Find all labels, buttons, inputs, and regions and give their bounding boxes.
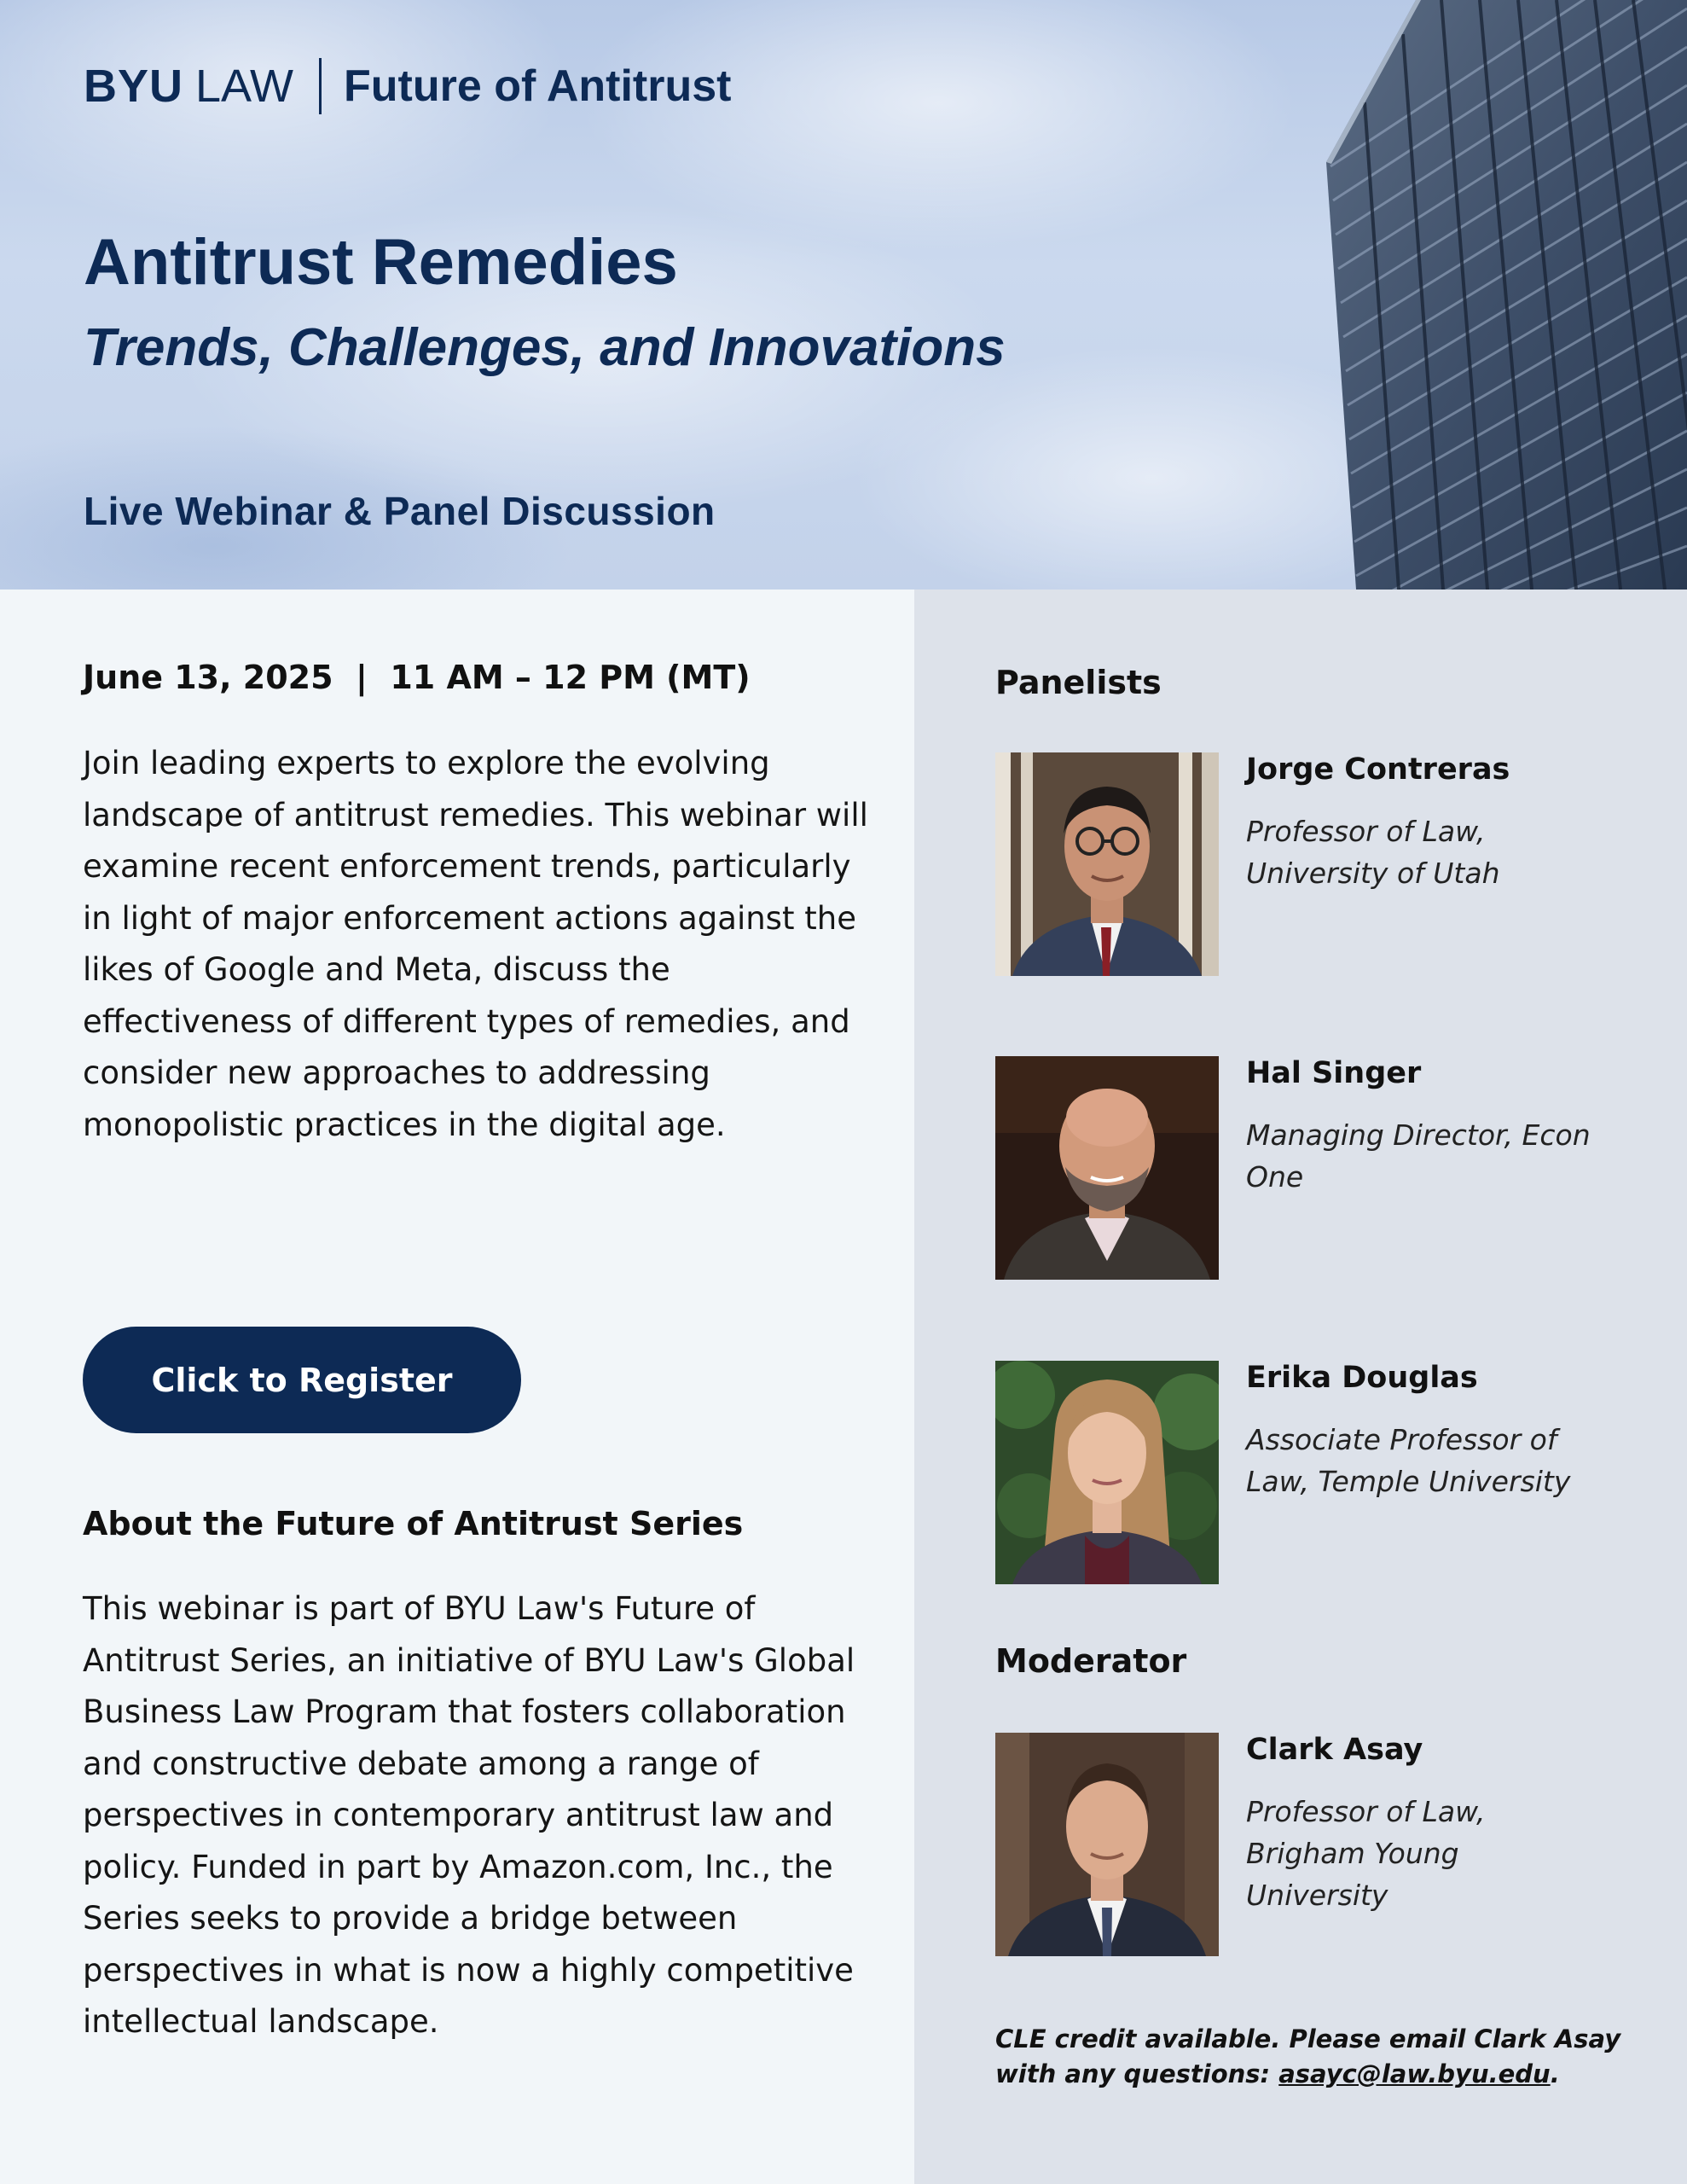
cle-text: CLE credit available. Please email Clark Asay with any questions:	[995, 2024, 1621, 2088]
logo-series-text: Future of Antitrust	[344, 61, 732, 111]
moderator-photo	[995, 1733, 1219, 1956]
event-date-time: June 13, 2025 | 11 AM – 12 PM (MT)	[83, 659, 751, 696]
cle-note	[995, 2022, 1661, 2092]
panelist-name: Erika Douglas	[1246, 1361, 1478, 1395]
panelist-title: Managing Director, Econ One	[1246, 1118, 1591, 1194]
about-heading: About the Future of Antitrust Series	[83, 1505, 744, 1542]
panelist-photo	[995, 1361, 1219, 1584]
logo-byu-text: BYU	[84, 61, 184, 112]
panelist-photo	[995, 1056, 1219, 1280]
cle-end-punct: .	[1550, 2059, 1560, 2088]
panelists-heading: Panelists	[995, 664, 1162, 701]
event-subtitle: Trends, Challenges, and Innovations	[84, 318, 1006, 377]
about-text: This webinar is part of BYU Law's Future of Antitrust Series, an initiative of BYU Law's Global Business Law Program that fosters collaboration and constructive debate among a range of perspectives in contemporary antitrust law and policy. Funded in part by Amazon.com, Inc., the Series seeks to provide a bridge between perspectives in what is now a highly competitive intellectual landscape.	[83, 1590, 855, 2040]
panelist-name: Jorge Contreras	[1246, 752, 1510, 787]
moderator-card	[995, 1733, 1661, 1956]
moderator-name: Clark Asay	[1246, 1733, 1423, 1767]
panelist-card	[995, 1056, 1661, 1280]
panelist-title: Associate Professor of Law, Temple University	[1246, 1423, 1571, 1498]
event-type: Live Webinar & Panel Discussion	[84, 489, 716, 533]
moderator-title: Professor of Law, Brigham Young University	[1246, 1795, 1486, 1912]
event-description: Join leading experts to explore the evolving landscape of antitrust remedies. This webinar will examine recent enforcement trends, particularly in light of major enforcement actions against the likes of Google and Meta, discuss the effectiveness of different types of remedies, and consider new approaches to addressing monopolistic practices in the digital age.	[83, 745, 868, 1143]
panelist-title: Professor of Law, University of Utah	[1246, 815, 1500, 890]
logo-divider	[319, 58, 322, 114]
panelist-name: Hal Singer	[1246, 1056, 1422, 1090]
logo-law-text: LAW	[195, 61, 294, 112]
panelist-card	[995, 1361, 1661, 1584]
hero-banner	[0, 0, 1687, 590]
panelist-photo	[995, 752, 1219, 976]
panelist-card	[995, 752, 1661, 976]
series-logo	[84, 56, 731, 116]
moderator-heading: Moderator	[995, 1642, 1187, 1680]
event-title: Antitrust Remedies	[84, 226, 678, 299]
contact-email-link[interactable]: asayc@law.byu.edu	[1278, 2059, 1551, 2088]
register-button[interactable]: Click to Register	[83, 1327, 521, 1433]
